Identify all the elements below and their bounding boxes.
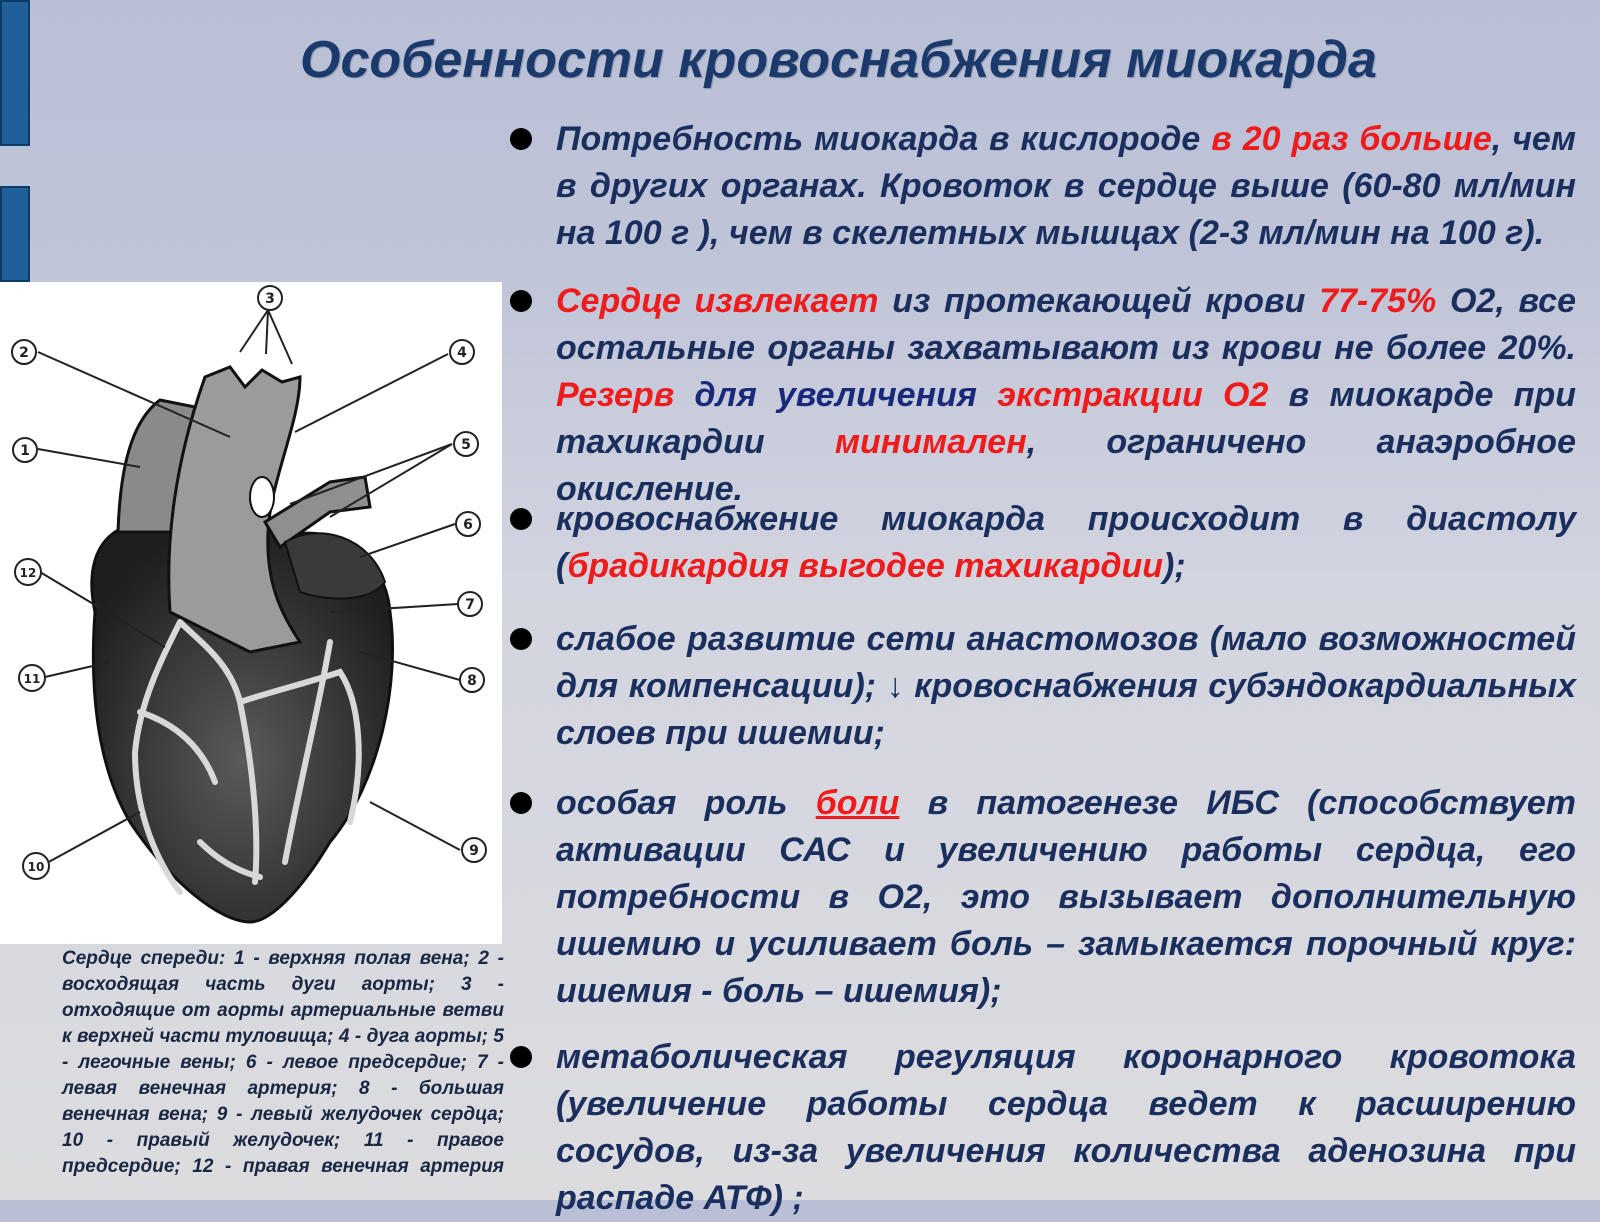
label-10: 10 [27, 860, 45, 874]
bullet-dot-icon [510, 128, 532, 150]
bullet-item-1 [508, 116, 1574, 257]
bullet-item-6 [508, 1034, 1574, 1222]
label-5: 5 [461, 437, 471, 453]
bullet-text: слабое развитие сети анастомозов (мало возможностей для компенсации); ↓ кровоснабжения субэндокардиальных слоев при ишемии; [556, 620, 1576, 752]
left-atrium-shape [285, 533, 385, 598]
label-8: 8 [467, 673, 477, 689]
bullet-dot-icon [510, 1046, 532, 1068]
label-7: 7 [465, 597, 475, 613]
bullet-text: особая роль боли в патогенезе ИБС (способствует активации САС и увеличению работы сердца, его потребности в О2, это вызывает дополнительную ишемию и усиливает боль – замыкается порочный круг: ишемия - боль – ишемия); [556, 784, 1576, 1010]
slide-title: Особенности кровоснабжения миокарда [300, 31, 1377, 89]
bullet-item-3 [508, 496, 1574, 590]
bullet-item-4 [508, 616, 1574, 757]
heart-figure [0, 282, 502, 944]
label-1: 1 [20, 443, 30, 459]
bullet-dot-icon [510, 508, 532, 530]
bullet-text: Потребность миокарда в кислороде в 20 раз больше, чем в других органах. Кровоток в сердце выше (60-80 мл/мин на 100 г ), чем в скелетных мышцах (2-3 мл/мин на 100 г). [556, 120, 1576, 252]
bullet-text: метаболическая регуляция коронарного кровотока (увеличение работы сердца ведет к расширению сосудов, из-за увеличения количества аденозина при распаде АТФ) ; [556, 1038, 1576, 1217]
bullet-text: кровоснабжение миокарда происходит в диастолу (брадикардия выгодее тахикардии); [556, 500, 1576, 585]
label-4: 4 [457, 345, 467, 361]
decorative-bar-middle [0, 186, 30, 282]
figure-caption: Сердце спереди: 1 - верхняя полая вена; 2 - восходящая часть дуги аорты; 3 - отходящие от аорты артериальные ветви к верхней части туловища; 4 - дуга аорты; 5 - легочные вены; 6 - левое предсердие; 7 - левая венечная артерия; 8 - большая венечная вена; 9 - левый желудочек сердца; 10 - правый желудочек; 11 - правое предсердие; 12 - правая венечная артерия [62, 948, 504, 1177]
bullet-dot-icon [510, 290, 532, 312]
label-2: 2 [19, 345, 29, 361]
bullet-dot-icon [510, 792, 532, 814]
label-11: 11 [23, 672, 41, 686]
label-3: 3 [265, 291, 275, 307]
bullet-text: Сердце извлекает из протекающей крови 77-75% О2, все остальные органы захватывают из крови не более 20%. Резерв для увеличения экстракции О2 в миокарде при тахикардии минимален, ограничено анаэробное окисление. [556, 282, 1576, 508]
label-12: 12 [19, 566, 37, 580]
label-6: 6 [463, 517, 473, 533]
decorative-bar-top [0, 0, 30, 146]
label-9: 9 [469, 843, 479, 859]
bullet-item-5 [508, 780, 1574, 1015]
bullet-dot-icon [510, 628, 532, 650]
bullet-item-2 [508, 278, 1574, 513]
heart-illustration [0, 282, 502, 944]
